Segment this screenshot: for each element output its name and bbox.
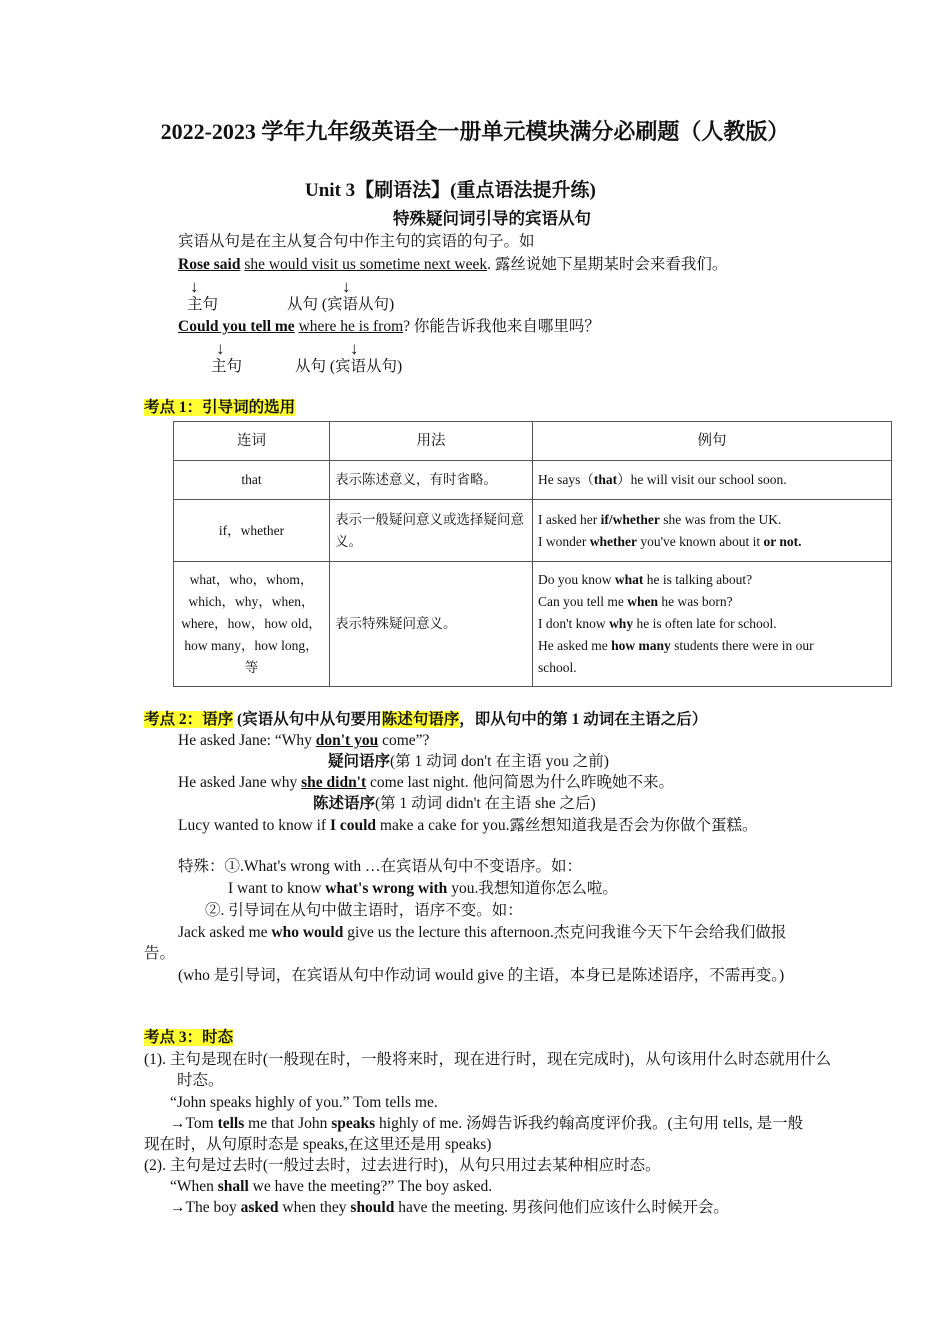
arrow-down-icon: ↓ [350, 339, 359, 358]
object-clause-label: 从句 (宾语从句) [295, 358, 403, 375]
example-1-main: Rose said [178, 256, 241, 273]
object-clause-label: 从句 (宾语从句) [287, 296, 395, 313]
document-title: 2022-2023 学年九年级英语全一册单元模块满分必刷题（人教版） [160, 119, 790, 144]
example-cell: Do you know what he is talking about? Can you tell me when he was born? I don't know why he is often late for school. He asked me how many students there were in our school. [533, 562, 892, 687]
tense-rule-1: (1). 主句是现在时(一般现在时，一般将来时，现在进行时，现在完成时)，从句该用什么时态就用什么时态。 [144, 1051, 832, 1089]
point-1-heading: 考点 1：引导词的选用 [144, 399, 296, 416]
example-cell: I asked her if/whether she was from the UK. I wonder whether you've known about it or not. [533, 500, 892, 562]
special-case-1: 特殊：①.What's wrong with …在宾语从句中不变语序。如： [178, 858, 583, 875]
table-row [174, 500, 892, 562]
tense-rule-2: (2). 主句是过去时(一般过去时，过去进行时)，从句只用过去某种相应时态。 [144, 1157, 661, 1174]
point-3-heading: 考点 3：时态 [144, 1029, 234, 1046]
conjunction-cell: what，who，whom，which，why，when，where，how，how old，how many，how long，等 [174, 562, 330, 687]
word-order-example: He asked Jane why she didn't come last night. 他问简恩为什么昨晚她不来。 [178, 774, 674, 791]
example-1-clause: she would visit us sometime next week [244, 256, 488, 273]
table-header: 例句 [533, 422, 892, 461]
intro-text: 宾语从句是在主从复合句中作主句的宾语的句子。如 [178, 233, 535, 250]
arrow-down-icon: ↓ [216, 339, 225, 358]
table-row [174, 562, 892, 687]
word-order-note: 陈述语序(第 1 动词 didn't 在主语 she 之后) [313, 795, 596, 812]
example-1-rest: . 露丝说她下星期某时会来看我们。 [487, 256, 728, 273]
tense-rule-2-example: →The boy asked when they should have the meeting. 男孩问他们应该什么时候开会。 [170, 1199, 729, 1216]
main-clause-label: 主句 [187, 296, 219, 313]
example-cell: He says（that）he will visit our school soon. [533, 461, 892, 500]
example-2-rest: ? 你能告诉我他来自哪里吗？ [403, 318, 600, 335]
special-case-1-example: I want to know what's wrong with you.我想知道你怎么啦。 [228, 880, 618, 897]
tense-rule-1-example: →Tom tells me that John speaks highly of me. 汤姆告诉我约翰高度评价我。(主句用 tells, 是一般现在时，从句原时态是 speaks,在这里还是用 speaks) [144, 1115, 804, 1153]
conjunction-cell: if，whether [174, 500, 330, 562]
table-header: 用法 [330, 422, 533, 461]
arrow-down-icon: ↓ [190, 277, 199, 296]
example-2-clause: where he is from [298, 318, 404, 335]
special-case-2: ②. 引导词在从句中做主语时，语序不变。如： [205, 902, 523, 919]
table-header: 连词 [174, 422, 330, 461]
conjunction-cell: that [174, 461, 330, 500]
conjunction-table [173, 421, 892, 687]
example-2-main: Could you tell me [178, 318, 295, 335]
unit-subtitle: Unit 3【刷语法】(重点语法提升练) [305, 180, 596, 201]
point-2-heading: 考点 2：语序 (宾语从句中从句要用陈述句语序，即从句中的第 1 动词在主语之后） [144, 711, 708, 728]
topic-heading: 特殊疑问词引导的宾语从句 [393, 209, 591, 228]
word-order-example: Lucy wanted to know if I could make a cake for you.露丝想知道我是否会为你做个蛋糕。 [178, 817, 758, 834]
arrow-down-icon: ↓ [342, 277, 351, 296]
table-row [174, 461, 892, 500]
special-case-2-note: (who 是引导词，在宾语从句中作动词 would give 的主语，本身已是陈述语序，不需再变。) [178, 967, 785, 984]
usage-cell: 表示陈述意义，有时省略。 [330, 461, 533, 500]
example-2 [178, 317, 600, 337]
usage-cell: 表示一般疑问意义或选择疑问意义。 [330, 500, 533, 562]
word-order-note: 疑问语序(第 1 动词 don't 在主语 you 之前) [328, 753, 609, 770]
tense-rule-2-example: “When shall we have the meeting?” The boy asked. [170, 1178, 493, 1195]
tense-rule-1-example: “John speaks highly of you.” Tom tells me. [170, 1094, 438, 1111]
word-order-example: He asked Jane: “Why don't you come”? [178, 732, 430, 749]
table-header-row [174, 422, 892, 461]
special-case-2-example: Jack asked me who would give us the lecture this afternoon.杰克问我谁今天下午会给我们做报告。 [144, 924, 787, 962]
example-1 [178, 255, 727, 275]
usage-cell: 表示特殊疑问意义。 [330, 562, 533, 687]
main-clause-label: 主句 [211, 358, 243, 375]
